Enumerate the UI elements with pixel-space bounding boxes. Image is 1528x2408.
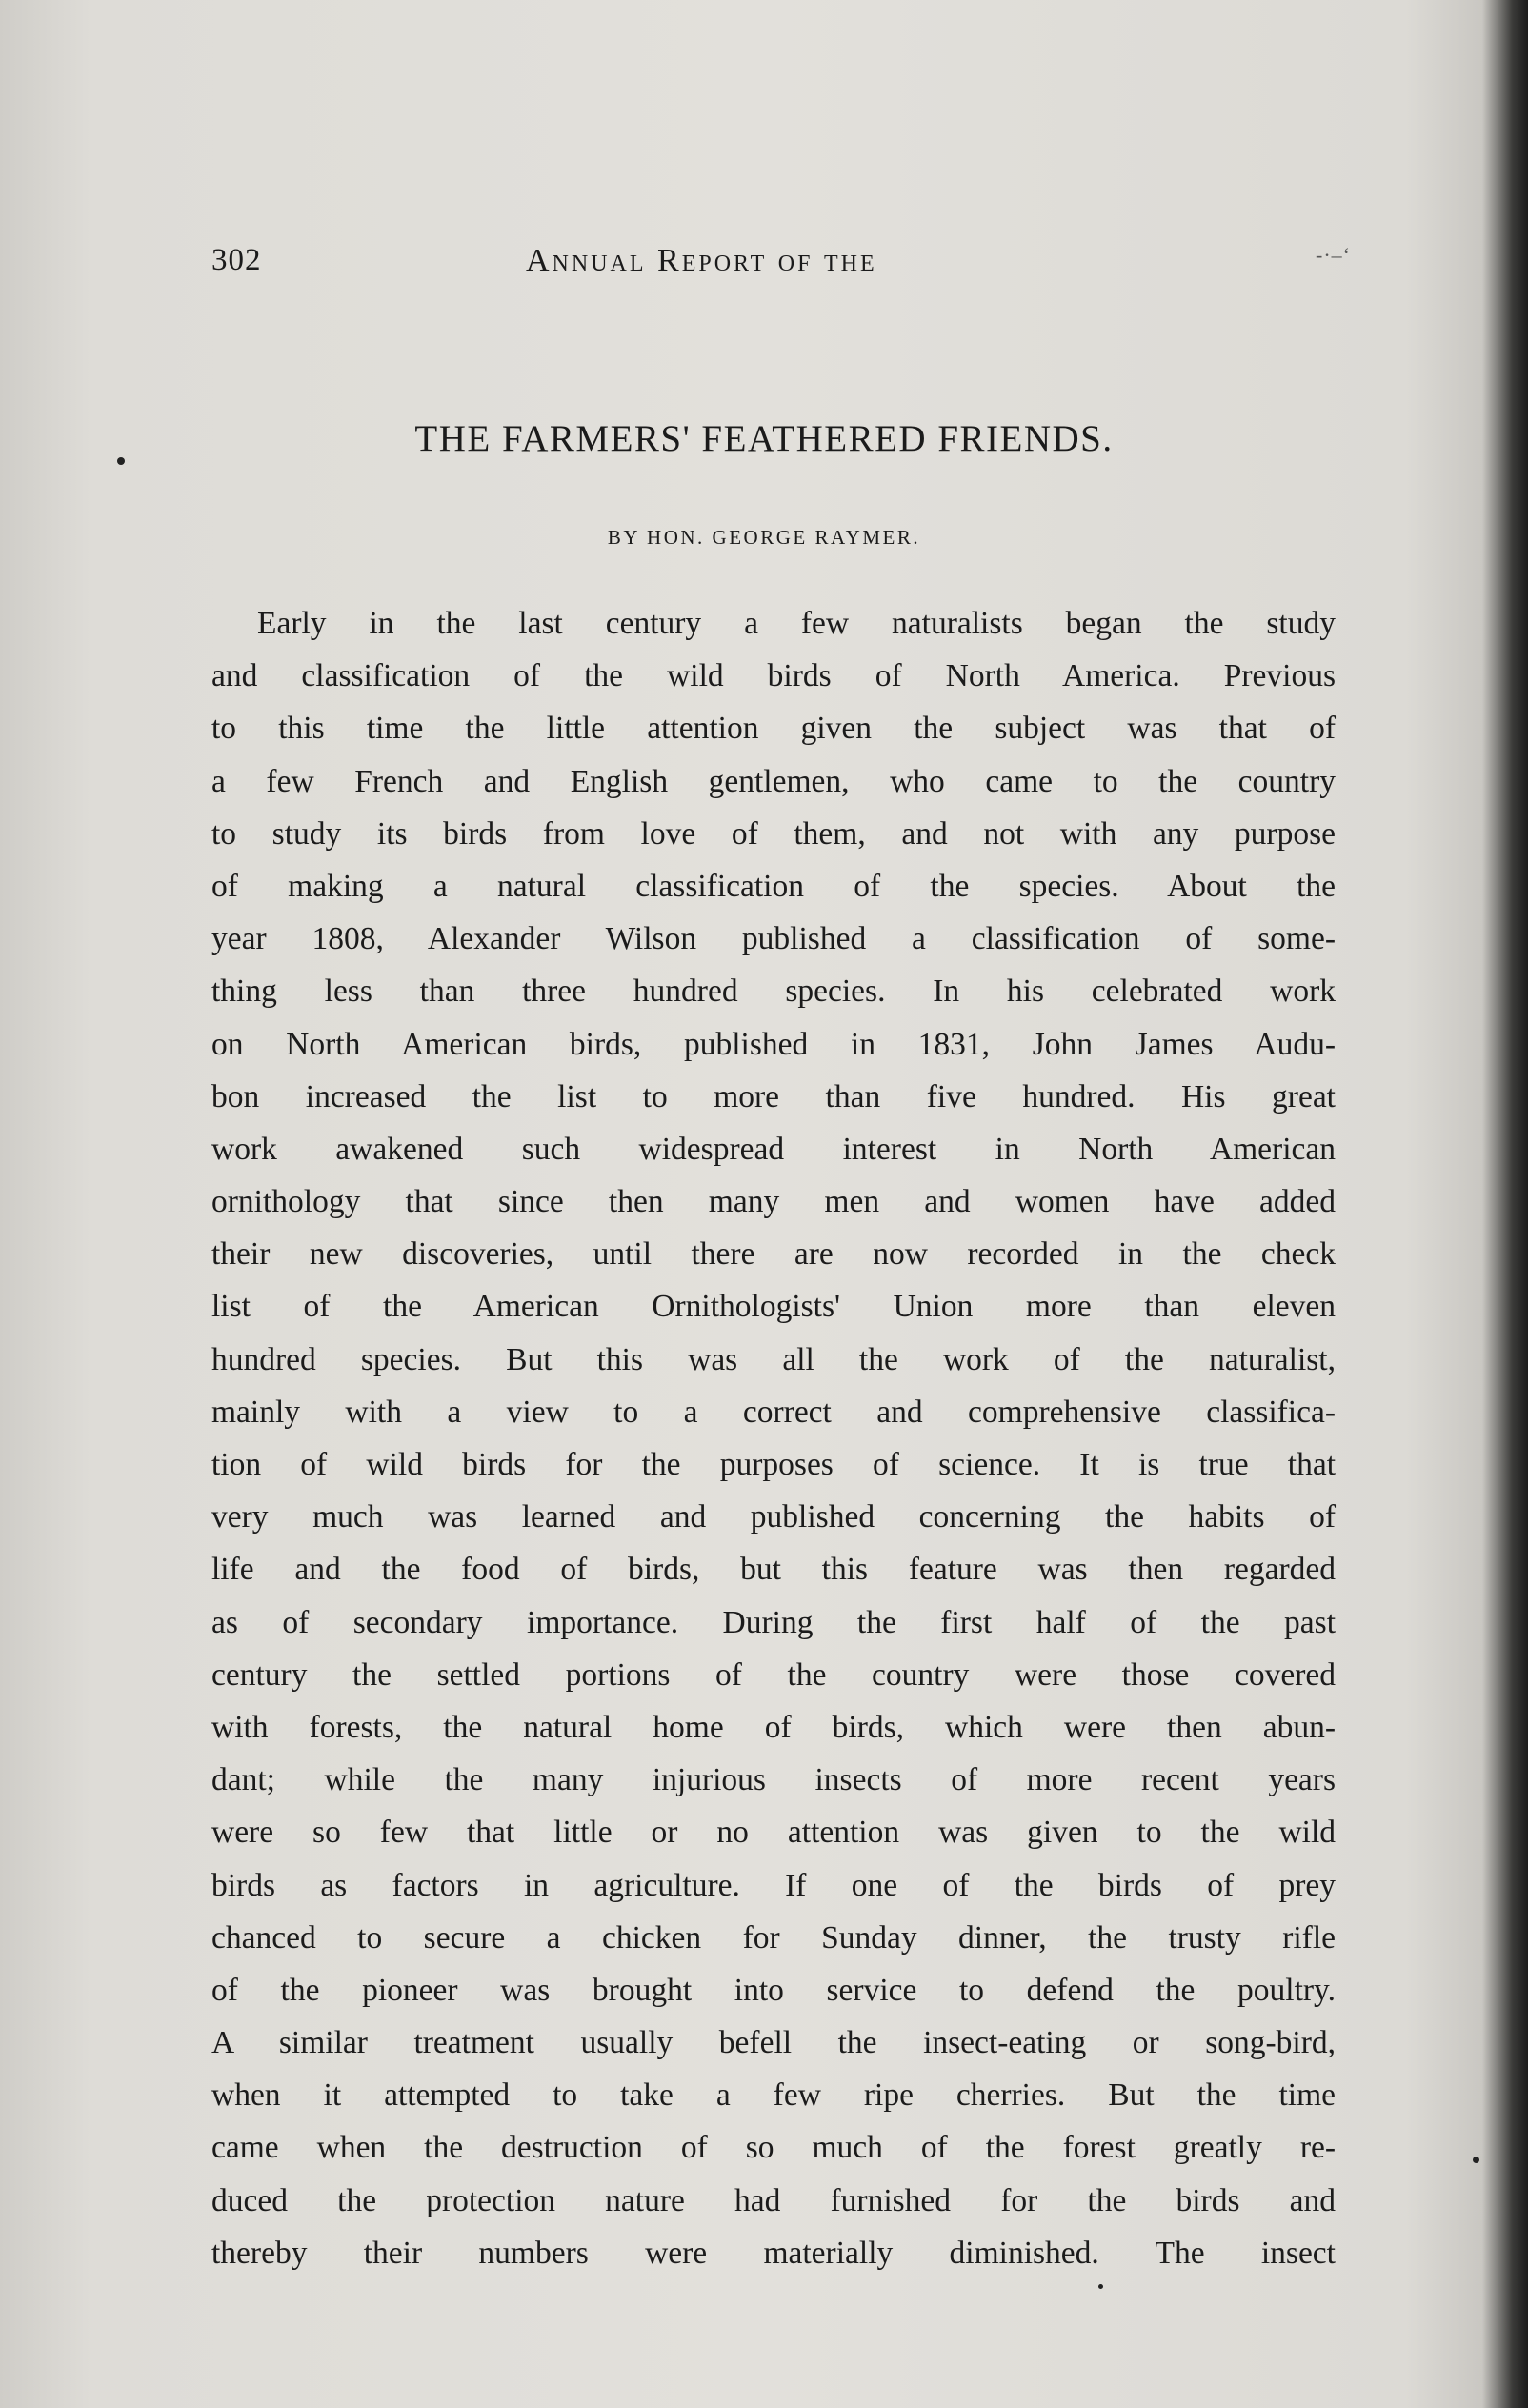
article-title: THE FARMERS' FEATHERED FRIENDS. xyxy=(414,418,1114,459)
text-line: their new discoveries, until there are now recorded in the check xyxy=(211,1236,1336,1273)
text-line: as of secondary importance. During the first half of the past xyxy=(211,1604,1336,1640)
text-line: a few French and English gentlemen, who came to the country xyxy=(211,763,1336,799)
article-body xyxy=(211,597,1336,2279)
running-header xyxy=(211,243,1351,291)
text-line: thing less than three hundred species. In his celebrated work xyxy=(211,973,1336,1010)
text-line: were so few that little or no attention was given to the wild xyxy=(211,1815,1336,1851)
text-line: mainly with a view to a correct and comprehensive classifica- xyxy=(211,1394,1336,1430)
page-number: 302 xyxy=(211,243,262,277)
text-line: A similar treatment usually befell the insect-eating or song-bird, xyxy=(211,2025,1336,2061)
ink-speck xyxy=(1473,2157,1479,2163)
text-line: dant; while the many injurious insects of more recent years xyxy=(211,1762,1336,1798)
text-line: century the settled portions of the country were those covered xyxy=(211,1656,1336,1693)
running-title: Annual Report of the xyxy=(526,243,877,278)
text-line: thereby their numbers were materially diminished. The insect xyxy=(211,2235,1336,2271)
text-line: of making a natural classification of the species. About the xyxy=(211,868,1336,904)
text-line: to study its birds from love of them, and not with any purpose xyxy=(211,815,1336,852)
text-line: and classification of the wild birds of North America. Previous xyxy=(211,658,1336,694)
text-line: duced the protection nature had furnished for the birds and xyxy=(211,2182,1336,2218)
text-line: on North American birds, published in 1831, John James Audu- xyxy=(211,1026,1336,1062)
text-line: to this time the little attention given the subject was that of xyxy=(211,711,1336,747)
text-line: when it attempted to take a few ripe cherries. But the time xyxy=(211,2077,1336,2114)
text-line: chanced to secure a chicken for Sunday dinner, the trusty rifle xyxy=(211,1919,1336,1956)
text-line: year 1808, Alexander Wilson published a classification of some- xyxy=(211,921,1336,957)
text-line: Early in the last century a few naturalists began the study xyxy=(257,606,1336,641)
text-line: hundred species. But this was all the work of the naturalist, xyxy=(211,1341,1336,1377)
ink-speck xyxy=(1098,2284,1103,2289)
text-line: bon increased the list to more than five hundred. His great xyxy=(211,1078,1336,1114)
text-line: tion of wild birds for the purposes of science. It is true that xyxy=(211,1447,1336,1482)
text-line: life and the food of birds, but this feature was then regarded xyxy=(211,1552,1336,1588)
text-line: very much was learned and published concerning the habits of xyxy=(211,1499,1336,1535)
text-line: list of the American Ornithologists' Union more than eleven xyxy=(211,1289,1336,1325)
text-line: ornithology that since then many men and women have added xyxy=(211,1184,1336,1220)
text-line: with forests, the natural home of birds, which were then abun- xyxy=(211,1709,1336,1745)
text-line: of the pioneer was brought into service to defend the poultry. xyxy=(211,1972,1336,2008)
corner-mark: -·–‘ xyxy=(1316,243,1351,267)
text-line: came when the destruction of so much of the forest greatly re- xyxy=(211,2130,1336,2166)
text-line: work awakened such widespread interest in North American xyxy=(211,1131,1336,1167)
article-byline: BY HON. GEORGE RAYMER. xyxy=(607,526,921,549)
text-line: birds as factors in agriculture. If one of the birds of prey xyxy=(211,1867,1336,1903)
